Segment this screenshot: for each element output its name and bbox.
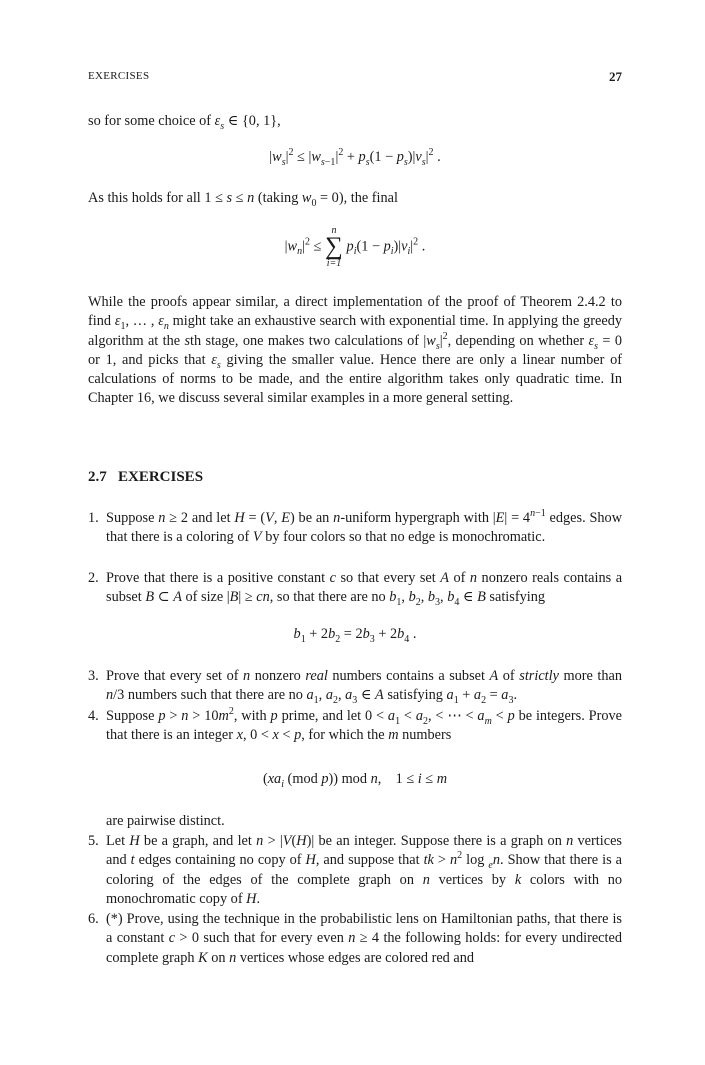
equation-1: $|w_s|^2 \le |w_{s-1}|^2 + p_s(1 - p_s)|v_s|^2$ .: [269, 147, 441, 168]
section-heading: 2.7 EXERCISES: [88, 469, 204, 485]
equation-4: ($xa_i$ (mod p)) mod n, 1 ≤ i ≤ m: [262, 771, 448, 790]
page-number: 27: [609, 69, 622, 84]
exercise-4: 4. Suppose $p > n > 10m^2$, with p prime, and let $0 < a_1 < a_2$, < ⋯ < $a_m < p$ be integers. Prove that there is an integer x, 0 < x < p, for which the m numbers: [88, 706, 622, 744]
exercise-2: 2. Prove that there is a positive constant c so that every set A of n nonzero reals contains a subset B ⊂ A of size |B| ≥ cn, so that there are no $b_1$, $b_2$, $b_3$, $b_4$ ∈ B satisfying: [88, 570, 623, 609]
paragraph-intro: so for some choice of $\varepsilon_s$ ∈ {0, 1},: [88, 113, 281, 132]
exercise-5: 5. Let H be a graph, and let n > |V(H)| be an integer. Suppose there is a graph on n vertices and t edges containing no copy of H, and suppose that tk > $n^2$ log $_e$n. Show that there is a coloring of the edges of the complete graph on n vertices by k colors with no monochromatic copy of H.: [88, 833, 623, 907]
paragraph-discussion: While the proofs appear similar, a direct implementation of the proof of Theorem 2.4.2 to find $\varepsilon_1$, … , $\varepsilon_n$ might take an exhaustive search with exponential time. In applying the greedy algorithm at the sth stage, one makes two calculations of $|w_s|^2$, depending on whether $\varepsilon_s = 0$ or 1, and picks that $\varepsilon_s$ giving the smaller value. Hence there are only a linear number of calculations of norms to be made, and the entire algorithm takes only quadratic time. In Chapter 16, we discuss several similar examples in a more general setting.: [88, 294, 622, 407]
equation-2: $|w_n|^2$ ≤ n ∑ i=1 $p_i(1 - p_i)|v_i|^2$ .: [284, 225, 426, 269]
paragraph-conclusion: As this holds for all 1 ≤ s ≤ n (taking $w_0 = 0$), the final: [88, 190, 398, 209]
running-header: [88, 70, 622, 82]
exercise-1: 1. Suppose n ≥ 2 and let H = (V, E) be an n-uniform hypergraph with $|E| = 4^{n-1}$ edges. Show that there is a coloring of V by four colors so that no edge is monochromatic.: [88, 508, 623, 546]
running-title: EXERCISES: [88, 70, 150, 82]
summation-symbol: n ∑ i=1: [325, 225, 343, 269]
exercise-6: 6. (*) Prove, using the technique in the probabilistic lens on Hamiltonian paths, that there is a constant c > 0 such that for every even n ≥ 4 the following holds: for every undirected complete graph K on n vertices whose edges are colored red and: [88, 911, 622, 966]
exercise-4-continuation: are pairwise distinct.: [106, 813, 225, 829]
equation-3: $b_1 + 2b_2 = 2b_3 + 2b_4$ .: [293, 626, 417, 645]
exercise-3: 3. Prove that every set of n nonzero real numbers contains a subset A of strictly more than n/3 numbers such that there are no $a_1$, $a_2$, $a_3$ ∈ A satisfying $a_1 + a_2 = a_3$.: [88, 668, 623, 707]
